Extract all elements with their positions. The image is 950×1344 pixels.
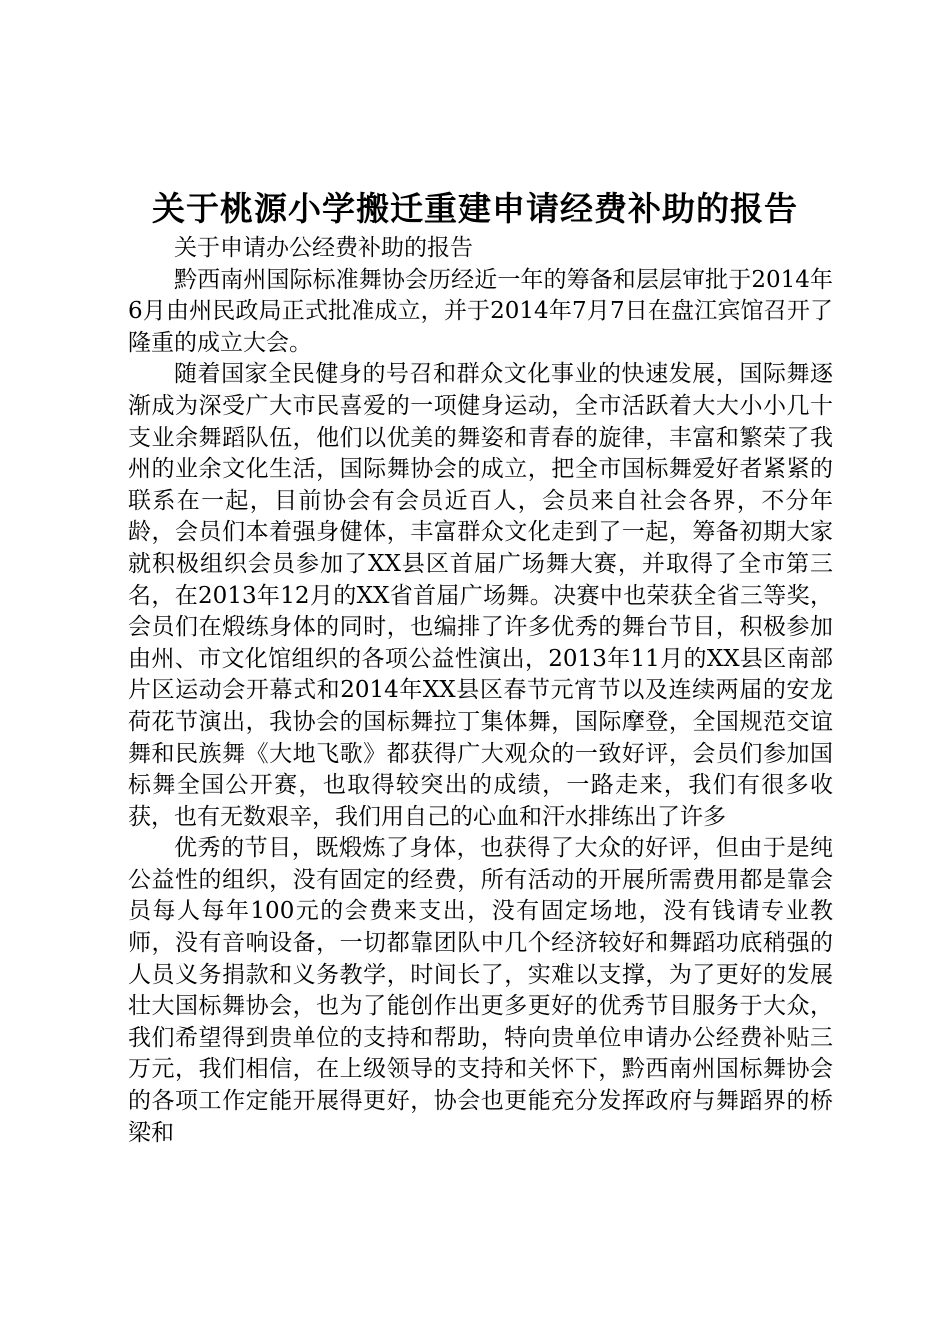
paragraph-founding: 黔西南州国际标准舞协会历经近一年的筹备和层层审批于2014年6月由州民政局正式批准成立，并于2014年7月7日在盘江宾馆召开了隆重的成立大会。 [128,266,833,356]
paragraph-funding-request: 优秀的节目，既煅炼了身体，也获得了大众的好评，但由于是纯公益性的组织，没有固定的经费，所有活动的开展所需费用都是靠会员每人每年100元的会费来支出，没有固定场地，没有钱请专业教师，没有音响设备，一切都靠团队中几个经济较好和舞蹈功底稍强的人员义务捐款和义务教学，时间长了，实难以支撑，为了更好的发展壮大国标舞协会，也为了能创作出更多更好的优秀节目服务于大众，我们希望得到贵单位的支持和帮助，特向贵单位申请办公经费补贴三万元，我们相信，在上级领导的支持和关怀下，黔西南州国标舞协会的各项工作定能开展得更好，协会也更能充分发挥政府与舞蹈界的桥梁和 [128,835,833,1146]
document-title: 关于桃源小学搬迁重建申请经费补助的报告 [152,189,798,228]
paragraph-subtitle: 关于申请办公经费补助的报告 [174,235,473,261]
document-body [128,233,833,1149]
paragraph-activities: 随着国家全民健身的号召和群众文化事业的快速发展，国际舞逐渐成为深受广大市民喜爱的一项健身运动，全市活跃着大大小小几十支业余舞蹈队伍，他们以优美的舞姿和青春的旋律，丰富和繁荣了我州的业余文化生活，国际舞协会的成立，把全市国标舞爱好者紧紧的联系在一起，目前协会有会员近百人，会员来自社会各界，不分年龄，会员们本着强身健体，丰富群众文化走到了一起，筹备初期大家就积极组织会员参加了XX县区首届广场舞大赛，并取得了全市第三名，在2013年12月的XX省首届广场舞。决赛中也荣获全省三等奖，会员们在煅练身体的同时，也编排了许多优秀的舞台节目，积极参加由州、市文化馆组织的各项公益性演出，2013年11月的XX县区南部片区运动会开幕式和2014年XX县区春节元宵节以及连续两届的安龙荷花节演出，我协会的国标舞拉丁集体舞，国际摩登，全国规范交谊舞和民族舞《大地飞歌》都获得广大观众的一致好评，会员们参加国标舞全国公开赛，也取得较突出的成绩，一路走来，我们有很多收获，也有无数艰辛，我们用自己的心血和汗水排练出了许多 [128,361,833,830]
